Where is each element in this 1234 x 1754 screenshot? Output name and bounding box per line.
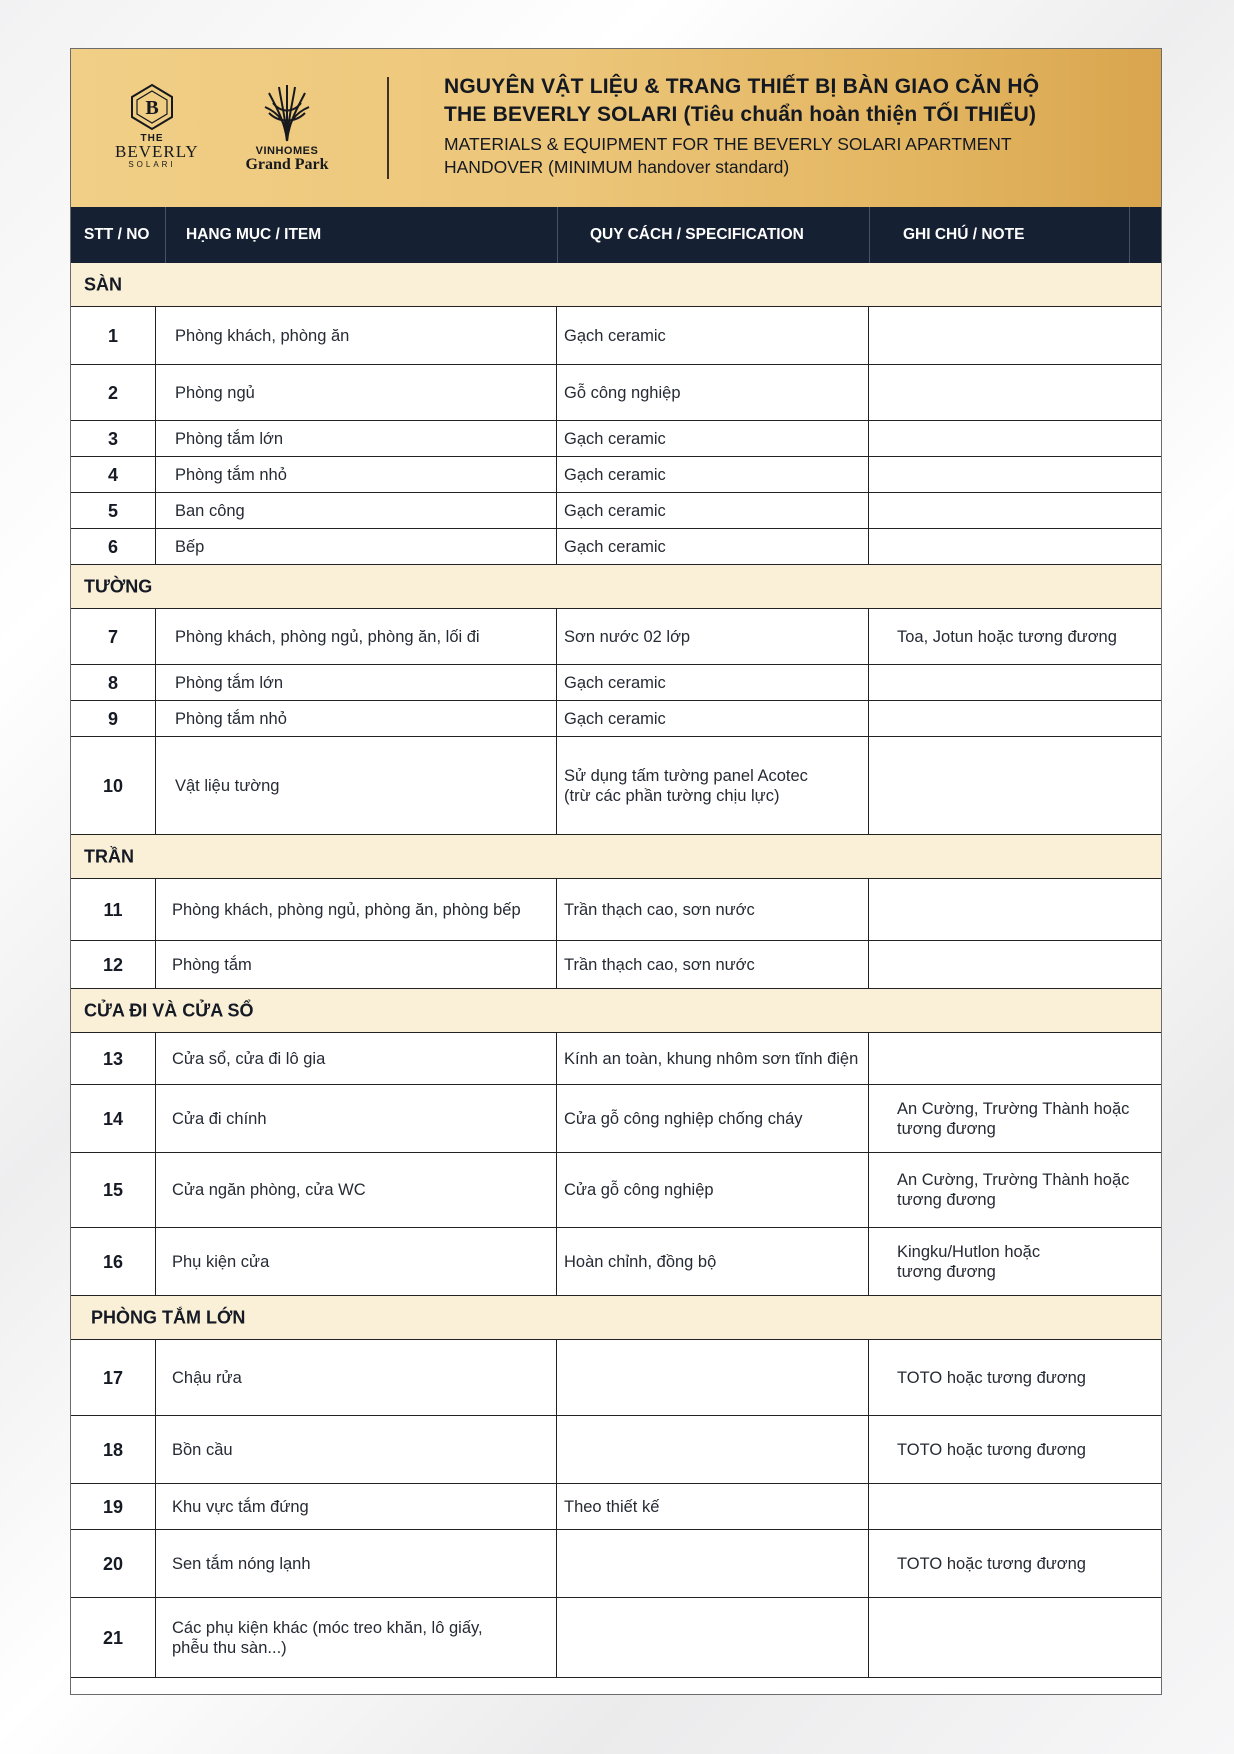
cell-spec: Gạch ceramic	[557, 701, 869, 736]
cell-spec: Cửa gỗ công nghiệp chống cháy	[557, 1085, 869, 1152]
table-header	[71, 207, 1161, 263]
cell-spec: Cửa gỗ công nghiệp	[557, 1153, 869, 1227]
cell-note: An Cường, Trường Thành hoặc tương đương	[897, 1099, 1130, 1138]
cell-item: Các phụ kiện khác (móc treo khăn, lô giấy, phễu thu sàn...)	[155, 1598, 557, 1677]
table-row	[71, 1416, 1161, 1484]
cell-no: 1	[71, 307, 156, 364]
table-row	[71, 529, 1161, 565]
vinhomes-logo	[237, 83, 337, 172]
table-row	[71, 1033, 1161, 1085]
cell-item: Ban công	[155, 493, 557, 528]
svg-text:B: B	[145, 97, 159, 119]
cell-note	[869, 665, 1161, 700]
section-header-tuong	[71, 565, 1161, 609]
cell-note	[869, 493, 1161, 528]
cell-item: Cửa ngăn phòng, cửa WC	[155, 1153, 557, 1227]
column-header-note: GHI CHÚ / NOTE	[903, 226, 1025, 243]
title-en-line-1: MATERIALS & EQUIPMENT FOR THE BEVERLY SOLARI APARTMENT	[444, 134, 1012, 154]
title-vi-line-1: NGUYÊN VẬT LIỆU & TRANG THIẾT BỊ BÀN GIAO CĂN HỘ	[444, 75, 1040, 98]
cell-item: Bếp	[155, 529, 557, 564]
cell-no: 19	[71, 1484, 156, 1529]
cell-note	[869, 941, 1161, 988]
cell-no: 5	[71, 493, 156, 528]
table-row	[71, 701, 1161, 737]
beverly-logo	[115, 83, 199, 169]
cell-spec: Gỗ công nghiệp	[557, 365, 869, 420]
cell-note	[869, 529, 1161, 564]
cell-spec: Hoàn chỉnh, đồng bộ	[557, 1228, 869, 1295]
cell-no: 6	[71, 529, 156, 564]
cell-note	[869, 1484, 1161, 1529]
cell-spec: Sử dụng tấm tường panel Acotec (trừ các phần tường chịu lực)	[557, 737, 869, 834]
cell-item: Phòng khách, phòng ngủ, phòng ăn, lối đi	[155, 609, 557, 664]
table-row	[71, 1484, 1161, 1530]
cell-item: Phòng khách, phòng ăn	[155, 307, 557, 364]
cell-item: Phụ kiện cửa	[155, 1228, 557, 1295]
table-row	[71, 1598, 1161, 1678]
cell-note: TOTO hoặc tương đương	[897, 1554, 1086, 1573]
table-row	[71, 941, 1161, 989]
cell-item: Vật liệu tường	[155, 737, 557, 834]
vinhomes-top: VINHOMES	[255, 145, 319, 157]
cell-note: Toa, Jotun hoặc tương đương	[897, 627, 1117, 646]
cell-spec: Kính an toàn, khung nhôm sơn tĩnh điện	[557, 1033, 869, 1084]
beverly-name: BEVERLY	[115, 142, 199, 161]
section-title: CỬA ĐI VÀ CỬA SỔ	[84, 1000, 254, 1020]
cell-note: An Cường, Trường Thành hoặc tương đương	[897, 1171, 1130, 1209]
section-header-cua	[71, 989, 1161, 1033]
cell-no: 11	[71, 879, 156, 940]
cell-spec: Gạch ceramic	[557, 529, 869, 564]
cell-note	[869, 421, 1161, 456]
cell-note	[869, 879, 1161, 940]
cell-item: Phòng tắm lớn	[155, 421, 557, 456]
column-header-no: STT / NO	[84, 226, 150, 243]
cell-spec	[557, 1340, 869, 1415]
beverly-sub: SOLARI	[128, 160, 176, 169]
cell-note	[869, 365, 1161, 420]
header-divider	[387, 77, 389, 179]
cell-item: Phòng tắm lớn	[155, 665, 557, 700]
table-row	[71, 665, 1161, 701]
vinhomes-tree-icon	[257, 83, 317, 143]
table-row	[71, 1153, 1161, 1228]
section-header-phong-tam-lon	[71, 1296, 1161, 1340]
table-row	[71, 421, 1161, 457]
table-row	[71, 609, 1161, 665]
beverly-crest-icon	[126, 83, 178, 131]
cell-note	[869, 1598, 1161, 1677]
column-header-item: HẠNG MỤC / ITEM	[186, 226, 322, 243]
cell-spec: Trần thạch cao, sơn nước	[557, 879, 869, 940]
cell-no: 8	[71, 665, 156, 700]
table-body	[71, 263, 1161, 1678]
table-row	[71, 457, 1161, 493]
cell-item: Phòng tắm nhỏ	[155, 701, 557, 736]
cell-spec	[557, 1598, 869, 1677]
cell-no: 7	[71, 609, 156, 664]
table-row	[71, 493, 1161, 529]
cell-no: 14	[71, 1085, 156, 1152]
cell-item: Phòng khách, phòng ngủ, phòng ăn, phòng bếp	[155, 879, 557, 940]
cell-note	[869, 307, 1161, 364]
header-banner	[71, 49, 1161, 208]
cell-no: 13	[71, 1033, 156, 1084]
cell-item: Bồn cầu	[155, 1416, 557, 1483]
cell-note	[869, 701, 1161, 736]
cell-no: 10	[71, 737, 156, 834]
cell-note: Kingku/Hutlon hoặc tương đương	[897, 1242, 1041, 1281]
table-row	[71, 879, 1161, 941]
cell-spec: Theo thiết kế	[557, 1484, 869, 1529]
cell-spec	[557, 1530, 869, 1597]
cell-item: Cửa đi chính	[155, 1085, 557, 1152]
cell-no: 20	[71, 1530, 156, 1597]
title-vietnamese	[444, 73, 1144, 129]
title-english	[444, 133, 1144, 179]
column-header-spec: QUY CÁCH / SPECIFICATION	[590, 226, 804, 243]
cell-spec	[557, 1416, 869, 1483]
section-title: SÀN	[84, 274, 123, 294]
cell-item: Sen tắm nóng lạnh	[155, 1530, 557, 1597]
cell-no: 16	[71, 1228, 156, 1295]
section-title: TRẦN	[84, 846, 134, 866]
cell-spec: Gạch ceramic	[557, 457, 869, 492]
cell-note: TOTO hoặc tương đương	[897, 1440, 1086, 1459]
table-row	[71, 307, 1161, 365]
cell-item: Chậu rửa	[155, 1340, 557, 1415]
beverly-the: THE	[140, 133, 164, 144]
table-row	[71, 737, 1161, 835]
cell-no: 4	[71, 457, 156, 492]
cell-no: 2	[71, 365, 156, 420]
cell-spec: Gạch ceramic	[557, 665, 869, 700]
cell-no: 12	[71, 941, 156, 988]
cell-note	[869, 1033, 1161, 1084]
cell-spec: Gạch ceramic	[557, 421, 869, 456]
title-en-line-2: HANDOVER (MINIMUM handover standard)	[444, 157, 790, 177]
table-row	[71, 1085, 1161, 1153]
cell-spec: Gạch ceramic	[557, 493, 869, 528]
section-header-san	[71, 263, 1161, 307]
section-header-tran	[71, 835, 1161, 879]
cell-no: 18	[71, 1416, 156, 1483]
section-title: TƯỜNG	[84, 576, 153, 596]
section-title: PHÒNG TẮM LỚN	[91, 1307, 246, 1327]
table-row	[71, 365, 1161, 421]
table-row	[71, 1340, 1161, 1416]
cell-no: 3	[71, 421, 156, 456]
cell-no: 17	[71, 1340, 156, 1415]
table-row	[71, 1530, 1161, 1598]
cell-item: Phòng ngủ	[155, 365, 557, 420]
cell-no: 15	[71, 1153, 156, 1227]
vinhomes-name: Grand Park	[245, 156, 329, 173]
cell-note	[869, 457, 1161, 492]
cell-note: TOTO hoặc tương đương	[897, 1368, 1086, 1387]
cell-item: Khu vực tắm đứng	[155, 1484, 557, 1529]
cell-spec: Gạch ceramic	[557, 307, 869, 364]
title-vi-line-2: THE BEVERLY SOLARI (Tiêu chuẩn hoàn thiện TỐI THIỂU)	[444, 103, 1037, 126]
cell-spec: Sơn nước 02 lớp	[557, 609, 869, 664]
cell-no: 21	[71, 1598, 156, 1677]
cell-item: Phòng tắm nhỏ	[155, 457, 557, 492]
cell-note	[869, 737, 1161, 834]
table-row	[71, 1228, 1161, 1296]
cell-item: Phòng tắm	[155, 941, 557, 988]
cell-spec: Trần thạch cao, sơn nước	[557, 941, 869, 988]
cell-no: 9	[71, 701, 156, 736]
handover-sheet	[70, 48, 1162, 1695]
cell-item: Cửa sổ, cửa đi lô gia	[155, 1033, 557, 1084]
